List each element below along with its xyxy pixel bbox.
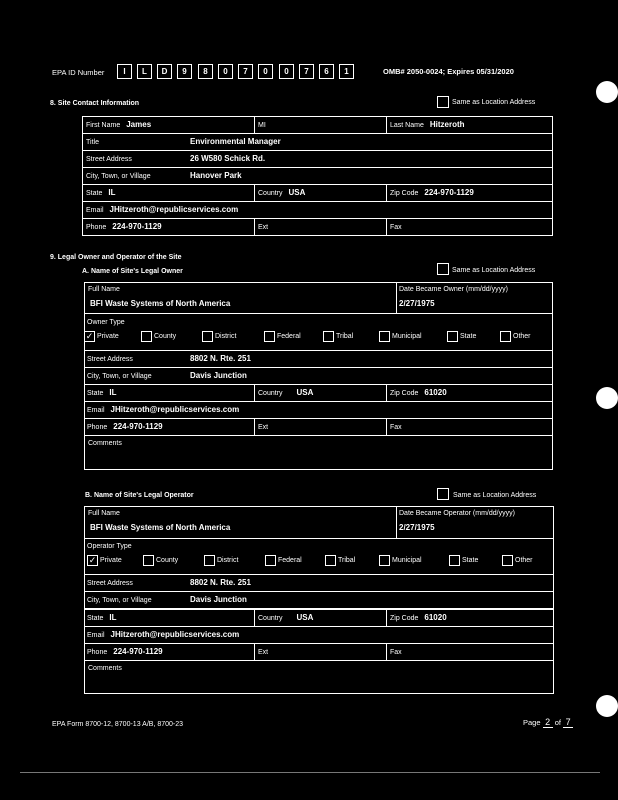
epa-id-char-box[interactable]: 7 bbox=[299, 64, 314, 79]
street-label: Street Address bbox=[86, 156, 132, 163]
owner-date-value[interactable]: 2/27/1975 bbox=[399, 299, 435, 308]
zip-field[interactable] bbox=[386, 184, 553, 202]
owner-type-other-checkbox[interactable] bbox=[500, 331, 511, 342]
owner-type-private-label: Private bbox=[97, 333, 119, 340]
operator-type-municipal-checkbox[interactable] bbox=[379, 555, 390, 566]
owner-fax-label: Fax bbox=[390, 424, 402, 431]
operator-email-value: JHitzeroth@republicservices.com bbox=[110, 630, 240, 639]
operator-type-other-checkbox[interactable] bbox=[502, 555, 513, 566]
owner-state-field[interactable] bbox=[84, 384, 255, 402]
operator-type-state-label: State bbox=[462, 557, 479, 564]
owner-country-field[interactable] bbox=[254, 384, 387, 402]
last-name-label: Last Name bbox=[390, 122, 424, 129]
owner-type-federal-checkbox[interactable] bbox=[264, 331, 275, 342]
page-label: Page bbox=[523, 718, 541, 727]
operator-ext-field[interactable] bbox=[254, 643, 387, 661]
owner-type-federal-label: Federal bbox=[277, 333, 301, 340]
operator-fax-field[interactable] bbox=[386, 643, 554, 661]
operator-type-private-label: Private bbox=[100, 557, 122, 564]
fax-field[interactable] bbox=[386, 218, 553, 236]
owner-full-name-label: Full Name bbox=[88, 286, 120, 293]
owner-city-value: Davis Junction bbox=[190, 371, 247, 380]
email-label: Email bbox=[86, 207, 104, 214]
owner-email-label: Email bbox=[87, 407, 105, 414]
operator-phone-value: 224-970-1129 bbox=[113, 647, 163, 656]
owner-ext-field[interactable] bbox=[254, 418, 387, 436]
owner-email-field[interactable] bbox=[84, 401, 553, 419]
operator-phone-field[interactable] bbox=[84, 643, 255, 661]
owner-fax-field[interactable] bbox=[386, 418, 553, 436]
city-value: Hanover Park bbox=[190, 171, 242, 180]
operator-street-value: 8802 N. Rte. 251 bbox=[190, 578, 251, 587]
owner-type-private-checkbox[interactable]: ✓ bbox=[85, 331, 94, 341]
owner-state-value: IL bbox=[109, 388, 117, 397]
title-field[interactable] bbox=[82, 133, 553, 151]
operator-date-value[interactable]: 2/27/1975 bbox=[399, 523, 435, 532]
page-number: 2 bbox=[543, 717, 553, 728]
state-label: State bbox=[86, 190, 103, 197]
email-field[interactable] bbox=[82, 201, 553, 219]
owner-full-name-value[interactable]: BFI Waste Systems of North America bbox=[90, 299, 231, 308]
first-name-value: James bbox=[126, 120, 152, 129]
epa-id-char-box[interactable]: 9 bbox=[177, 64, 192, 79]
operator-full-name-value[interactable]: BFI Waste Systems of North America bbox=[90, 523, 231, 532]
operator-type-label: Operator Type bbox=[87, 543, 132, 550]
operator-zip-field[interactable] bbox=[386, 609, 554, 627]
operator-city-label: City, Town, or Village bbox=[87, 597, 152, 604]
city-label: City, Town, or Village bbox=[86, 173, 151, 180]
owner-country-label: Country bbox=[258, 390, 283, 397]
owner-type-county-label: County bbox=[154, 333, 177, 340]
ext-field[interactable] bbox=[254, 218, 387, 236]
epa-id-char-box[interactable]: D bbox=[157, 64, 172, 79]
title-value: Environmental Manager bbox=[190, 137, 281, 146]
owner-state-label: State bbox=[87, 390, 104, 397]
operator-phone-label: Phone bbox=[87, 649, 108, 656]
operator-type-federal-label: Federal bbox=[278, 557, 302, 564]
owner-type-state-label: State bbox=[460, 333, 477, 340]
country-value: USA bbox=[288, 188, 306, 197]
email-value: JHitzeroth@republicservices.com bbox=[109, 205, 239, 214]
site-contact-same-label: Same as Location Address bbox=[452, 99, 536, 106]
operator-zip-value: 61020 bbox=[424, 613, 447, 622]
owner-type-other-label: Other bbox=[513, 333, 531, 340]
owner-date-label: Date Became Owner (mm/dd/yyyy) bbox=[399, 286, 508, 293]
site-contact-heading: 8. Site Contact Information bbox=[50, 100, 140, 107]
epa-id-char-box[interactable]: 7 bbox=[238, 64, 253, 79]
page-total: 7 bbox=[563, 717, 573, 728]
operator-full-name-label: Full Name bbox=[88, 510, 120, 517]
owner-street-label: Street Address bbox=[87, 356, 133, 363]
operator-city-value: Davis Junction bbox=[190, 595, 247, 604]
owner-type-label: Owner Type bbox=[87, 319, 125, 326]
operator-country-value: USA bbox=[296, 613, 314, 622]
omb-number: OMB# 2050-0024; Expires 05/31/2020 bbox=[383, 67, 514, 76]
owner-city-field[interactable] bbox=[84, 367, 553, 385]
operator-type-district-label: District bbox=[217, 557, 239, 564]
operator-type-federal-checkbox[interactable] bbox=[265, 555, 276, 566]
owner-phone-field[interactable] bbox=[84, 418, 255, 436]
operator-type-tribal-label: Tribal bbox=[338, 557, 356, 564]
fax-label: Fax bbox=[390, 224, 402, 231]
title-label: Title bbox=[86, 139, 99, 146]
city-field[interactable] bbox=[82, 167, 553, 185]
owner-same-checkbox[interactable] bbox=[437, 263, 449, 275]
epa-id-char-box[interactable]: 0 bbox=[279, 64, 294, 79]
epa-id-char-box[interactable]: 0 bbox=[258, 64, 273, 79]
operator-country-label: Country bbox=[258, 615, 283, 622]
owner-type-county-checkbox[interactable] bbox=[141, 331, 152, 342]
operator-country-field[interactable] bbox=[254, 609, 387, 627]
operator-type-tribal-checkbox[interactable] bbox=[325, 555, 336, 566]
bottom-rule bbox=[20, 772, 600, 773]
street-field[interactable] bbox=[82, 150, 553, 168]
page-indicator bbox=[523, 717, 573, 728]
owner-type-district-checkbox[interactable] bbox=[202, 331, 213, 342]
zip-label: Zip Code bbox=[390, 190, 419, 197]
phone-value: 224-970-1129 bbox=[112, 222, 162, 231]
country-label: Country bbox=[258, 190, 283, 197]
epa-id-char-box[interactable]: 8 bbox=[198, 64, 213, 79]
form-numbers: EPA Form 8700-12, 8700-13 A/B, 8700-23 bbox=[52, 721, 184, 728]
operator-city-field[interactable] bbox=[84, 591, 554, 609]
owner-same-label: Same as Location Address bbox=[452, 267, 536, 274]
owner-type-tribal-label: Tribal bbox=[336, 333, 354, 340]
mi-label: MI bbox=[258, 122, 266, 129]
epa-id-char-box[interactable]: 6 bbox=[319, 64, 334, 79]
operator-email-field[interactable] bbox=[84, 626, 554, 644]
operator-street-field[interactable] bbox=[84, 574, 554, 592]
operator-date-label: Date Became Operator (mm/dd/yyyy) bbox=[399, 510, 515, 517]
operator-type-district-checkbox[interactable] bbox=[204, 555, 215, 566]
ext-label: Ext bbox=[258, 224, 269, 231]
owner-street-value: 8802 N. Rte. 251 bbox=[190, 354, 251, 363]
owner-type-municipal-label: Municipal bbox=[392, 333, 422, 340]
phone-field[interactable] bbox=[82, 218, 255, 236]
punch-hole-top bbox=[596, 81, 618, 103]
operator-type-private-checkbox[interactable]: ✓ bbox=[88, 555, 97, 565]
owner-type-tribal-checkbox[interactable] bbox=[323, 331, 334, 342]
epa-id-label: EPA ID Number bbox=[52, 68, 105, 77]
owner-phone-label: Phone bbox=[87, 424, 108, 431]
street-value: 26 W580 Schick Rd. bbox=[190, 154, 266, 163]
operator-type-state-checkbox[interactable] bbox=[449, 555, 460, 566]
epa-id-char-box[interactable]: 0 bbox=[218, 64, 233, 79]
owner-country-value: USA bbox=[296, 388, 314, 397]
first-name-field[interactable] bbox=[82, 116, 255, 134]
owner-heading: A. Name of Site's Legal Owner bbox=[82, 268, 183, 275]
owner-zip-field[interactable] bbox=[386, 384, 553, 402]
operator-email-label: Email bbox=[87, 632, 105, 639]
of-label: of bbox=[554, 718, 561, 727]
operator-state-value: IL bbox=[109, 613, 117, 622]
operator-same-label: Same as Location Address bbox=[453, 492, 537, 499]
epa-id-char-box[interactable]: L bbox=[137, 64, 152, 79]
first-name-label: First Name bbox=[86, 122, 121, 129]
operator-heading: B. Name of Site's Legal Operator bbox=[85, 492, 194, 499]
owner-city-label: City, Town, or Village bbox=[87, 373, 152, 380]
operator-type-county-checkbox[interactable] bbox=[143, 555, 154, 566]
owner-comments-label[interactable]: Comments bbox=[88, 440, 122, 447]
owner-phone-value: 224-970-1129 bbox=[113, 422, 163, 431]
mi-field[interactable] bbox=[254, 116, 387, 134]
owner-type-district-label: District bbox=[215, 333, 237, 340]
legal-section-heading: 9. Legal Owner and Operator of the Site bbox=[50, 254, 182, 261]
operator-fax-label: Fax bbox=[390, 649, 402, 656]
epa-id-char-box[interactable]: 1 bbox=[339, 64, 354, 79]
last-name-value: Hitzeroth bbox=[429, 120, 465, 129]
zip-value: 224-970-1129 bbox=[424, 188, 474, 197]
punch-hole-middle bbox=[596, 387, 618, 409]
state-value: IL bbox=[108, 188, 116, 197]
operator-type-other-label: Other bbox=[515, 557, 533, 564]
operator-same-checkbox[interactable] bbox=[437, 488, 449, 500]
operator-state-label: State bbox=[87, 615, 104, 622]
owner-email-value: JHitzeroth@republicservices.com bbox=[110, 405, 240, 414]
owner-street-field[interactable] bbox=[84, 350, 553, 368]
state-field[interactable] bbox=[82, 184, 255, 202]
country-field[interactable] bbox=[254, 184, 387, 202]
owner-type-state-checkbox[interactable] bbox=[447, 331, 458, 342]
owner-zip-value: 61020 bbox=[424, 388, 447, 397]
phone-label: Phone bbox=[86, 224, 107, 231]
operator-street-label: Street Address bbox=[87, 580, 133, 587]
last-name-field[interactable] bbox=[386, 116, 553, 134]
operator-type-county-label: County bbox=[156, 557, 179, 564]
operator-zip-label: Zip Code bbox=[390, 615, 419, 622]
operator-comments-label[interactable]: Comments bbox=[88, 665, 122, 672]
site-contact-same-checkbox[interactable] bbox=[437, 96, 449, 108]
punch-hole-bottom bbox=[596, 695, 618, 717]
operator-type-municipal-label: Municipal bbox=[392, 557, 422, 564]
operator-ext-label: Ext bbox=[258, 649, 269, 656]
operator-state-field[interactable] bbox=[84, 609, 255, 627]
owner-type-municipal-checkbox[interactable] bbox=[379, 331, 390, 342]
owner-zip-label: Zip Code bbox=[390, 390, 419, 397]
epa-id-char-box[interactable]: I bbox=[117, 64, 132, 79]
owner-ext-label: Ext bbox=[258, 424, 269, 431]
